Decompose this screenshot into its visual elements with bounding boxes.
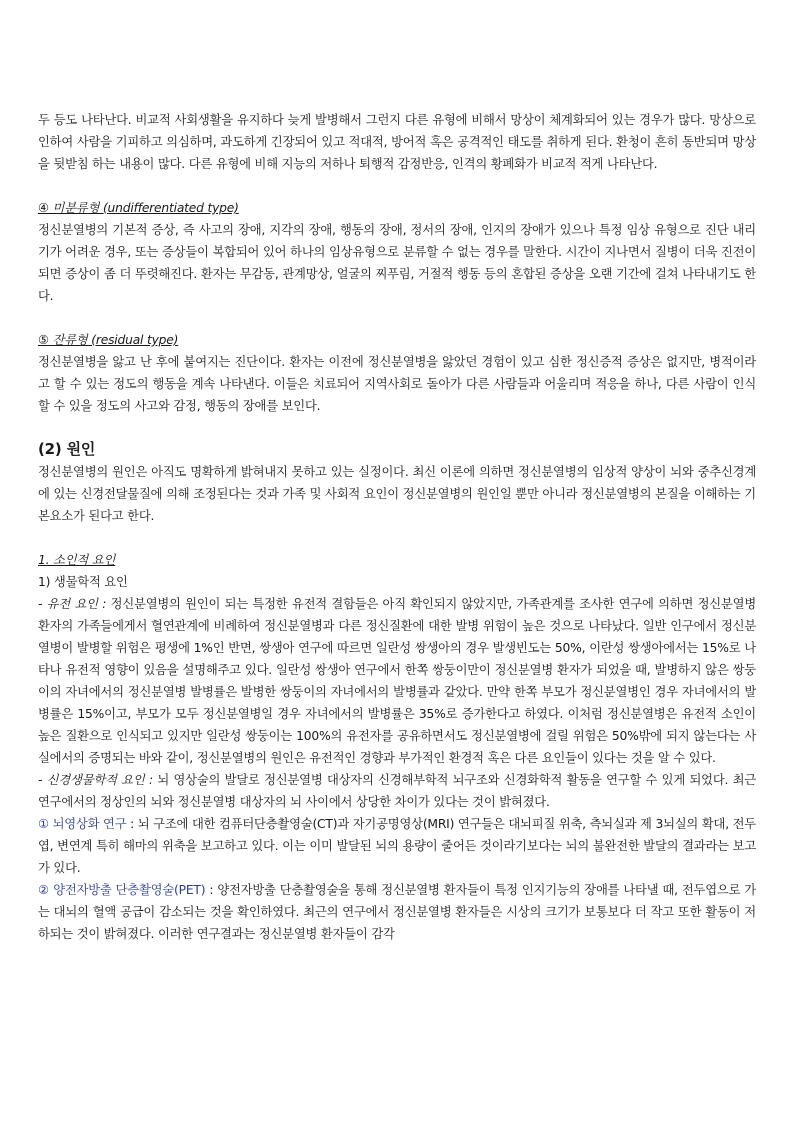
- residual-heading: ⑤ 잔류형 (residual type): [38, 333, 179, 347]
- cause-heading: (2) 원인: [38, 440, 96, 458]
- undifferentiated-heading: ④ 미분류형 (undifferentiated type): [38, 201, 239, 215]
- brain-imaging-paragraph: [38, 813, 756, 879]
- residual-paragraph: 정신분열병을 앓고 난 후에 붙여지는 진단이다. 환자는 이전에 정신분열병을 앓았던 경험이 있고 심한 정신증적 증상은 없지만, 병적이라고 할 수 있는 정도의 행동을 계속 나타낸다. 이들은 치료되어 지역사회로 돌아가 다른 사람들과 어울리며 적응을 하나, 다른 사람이 인식할 수 있을 정도의 사고와 감정, 행동의 장애를 보인다.: [38, 355, 756, 413]
- genetic-factor-text: 정신분열병의 원인이 되는 특정한 유전적 결함들은 아직 확인되지 않았지만, 가족관계를 조사한 연구에 의하면 정신분열병 환자의 가족들에게서 혈연관계에 비례하여 정신분열병과 다른 정신질환에 대한 발병 위험이 높은 것으로 나타났다. 일반 인구에서 정신분열병이 발병할 위험은 평생에 1%인 반면, 쌍생아 연구에 따르면 일란성 쌍생아의 경우 발생빈도는 50%, 이란성 쌍생아에서는 15%로 나타나 유전적 영향이 있음을 설명해주고 있다. 일란성 쌍생아 연구에서 한쪽 쌍둥이만이 정신분열병 환자가 되었을 때, 발병하지 않은 쌍둥이의 자녀에서의 정신분열병 발병률은 발병한 쌍둥이의 자녀에서의 발병률과 같았다. 만약 한쪽 부모가 정신분열병인 경우 자녀에서의 발병률은 15%이고, 부모가 모두 정신분열병일 경우 자녀에서의 발병률은 35%로 증가한다고 하였다. 이처럼 정신분열병은 유전적 소인이 높은 질환으로 인식되고 있지만 일란성 쌍둥이는 100%의 유전자를 공유하면서도 정신분열병에 걸릴 위험은 50%밖에 되지 않는다는 사실에서의 증명되는 바와 같이, 정신분열병의 원인은 유전적인 경향과 부가적인 환경적 혹은 다른 요인들이 있다는 것을 알 수 있다.: [38, 597, 756, 765]
- pet-paragraph: [38, 879, 756, 945]
- brain-imaging-label: ① 뇌영상화 연구: [38, 817, 127, 831]
- pet-text: : 양전자방출 단층촬영술을 통해 정신분열병 환자들이 특정 인지기능의 장애를 나타낼 때, 전두엽으로 가는 대뇌의 혈액 공급이 감소되는 것을 확인하였다. 최근의 연구에서 정신분열병 환자들은 시상의 크기가 보통보다 더 작고 또한 활동이 저하되는 것이 밝혀졌다. 이러한 연구결과는 정신분열병 환자들이 감각: [38, 883, 756, 941]
- cause-paragraph: 정신분열병의 원인은 아직도 명확하게 밝혀내지 못하고 있는 실정이다. 최신 이론에 의하면 정신분열병의 임상적 양상이 뇌와 중추신경계에 있는 신경전달물질에 의해 조정된다는 것과 가족 및 사회적 요인이 정신분열병의 원인일 뿐만 아니라 정신분열병의 본질을 이해하는 기본요소가 된다고 한다.: [38, 465, 756, 523]
- document-page: [38, 109, 756, 945]
- neurobiological-factor-label: - 신경생물학적 요인 :: [38, 773, 153, 787]
- pet-label: ② 양전자방출 단층촬영술(PET): [38, 883, 206, 897]
- genetic-factor-paragraph: [38, 593, 756, 769]
- genetic-factor-label: - 유전 요인 :: [38, 597, 107, 611]
- neurobiological-factor-text: 뇌 영상술의 발달로 정신분열병 대상자의 신경해부학적 뇌구조와 신경화학적 활동을 연구할 수 있게 되었다. 최근 연구에서의 정상인의 뇌와 정신분열병 대상자의 뇌 사이에서 상당한 차이가 있다는 것이 밝혀졌다.: [38, 773, 756, 809]
- intro-paragraph: 두 등도 나타난다. 비교적 사회생활을 유지하다 늦게 발병해서 그런지 다른 유형에 비해서 망상이 체계화되어 있는 경우가 많다. 망상으로 인하여 사람을 기피하고 의심하며, 과도하게 긴장되어 있고 적대적, 방어적 혹은 공격적인 태도를 취하게 된다. 환청이 흔히 동반되며 망상을 뒷받침 하는 내용이 많다. 다른 유형에 비해 지능의 저하나 퇴행적 감정반응, 인격의 황폐화가 비교적 적게 나타난다.: [38, 113, 756, 171]
- undifferentiated-paragraph: 정신분열병의 기본적 증상, 즉 사고의 장애, 지각의 장애, 행동의 장애, 정서의 장애, 인지의 장애가 있으나 특정 임상 유형으로 진단 내리기가 어려운 경우, 또는 증상들이 복합되어 있어 하나의 임상유형으로 분류할 수 없는 경우를 말한다. 시간이 지나면서 질병이 더욱 진전이 되면 증상이 좀 더 뚜렷해진다. 환자는 무감동, 관계망상, 얼굴의 찌푸림, 거절적 행동 등의 혼합된 증상을 오랜 기간에 걸쳐 나타내기도 한다.: [38, 223, 756, 303]
- brain-imaging-text: : 뇌 구조에 대한 컴퓨터단층촬영술(CT)과 자기공명영상(MRI) 연구들은 대뇌피질 위축, 측뇌실과 제 3뇌실의 확대, 전두엽, 변연계 특히 해마의 위축을 보고하고 있다. 이는 이미 발달된 뇌의 용량이 줄어든 것이라기보다는 뇌의 불완전한 발달의 결과라는 보고가 있다.: [38, 817, 756, 875]
- neurobiological-factor-paragraph: [38, 769, 756, 813]
- biological-factors-label: 1) 생물학적 요인: [38, 575, 128, 589]
- predisposing-heading: 1. 소인적 요인: [38, 553, 116, 567]
